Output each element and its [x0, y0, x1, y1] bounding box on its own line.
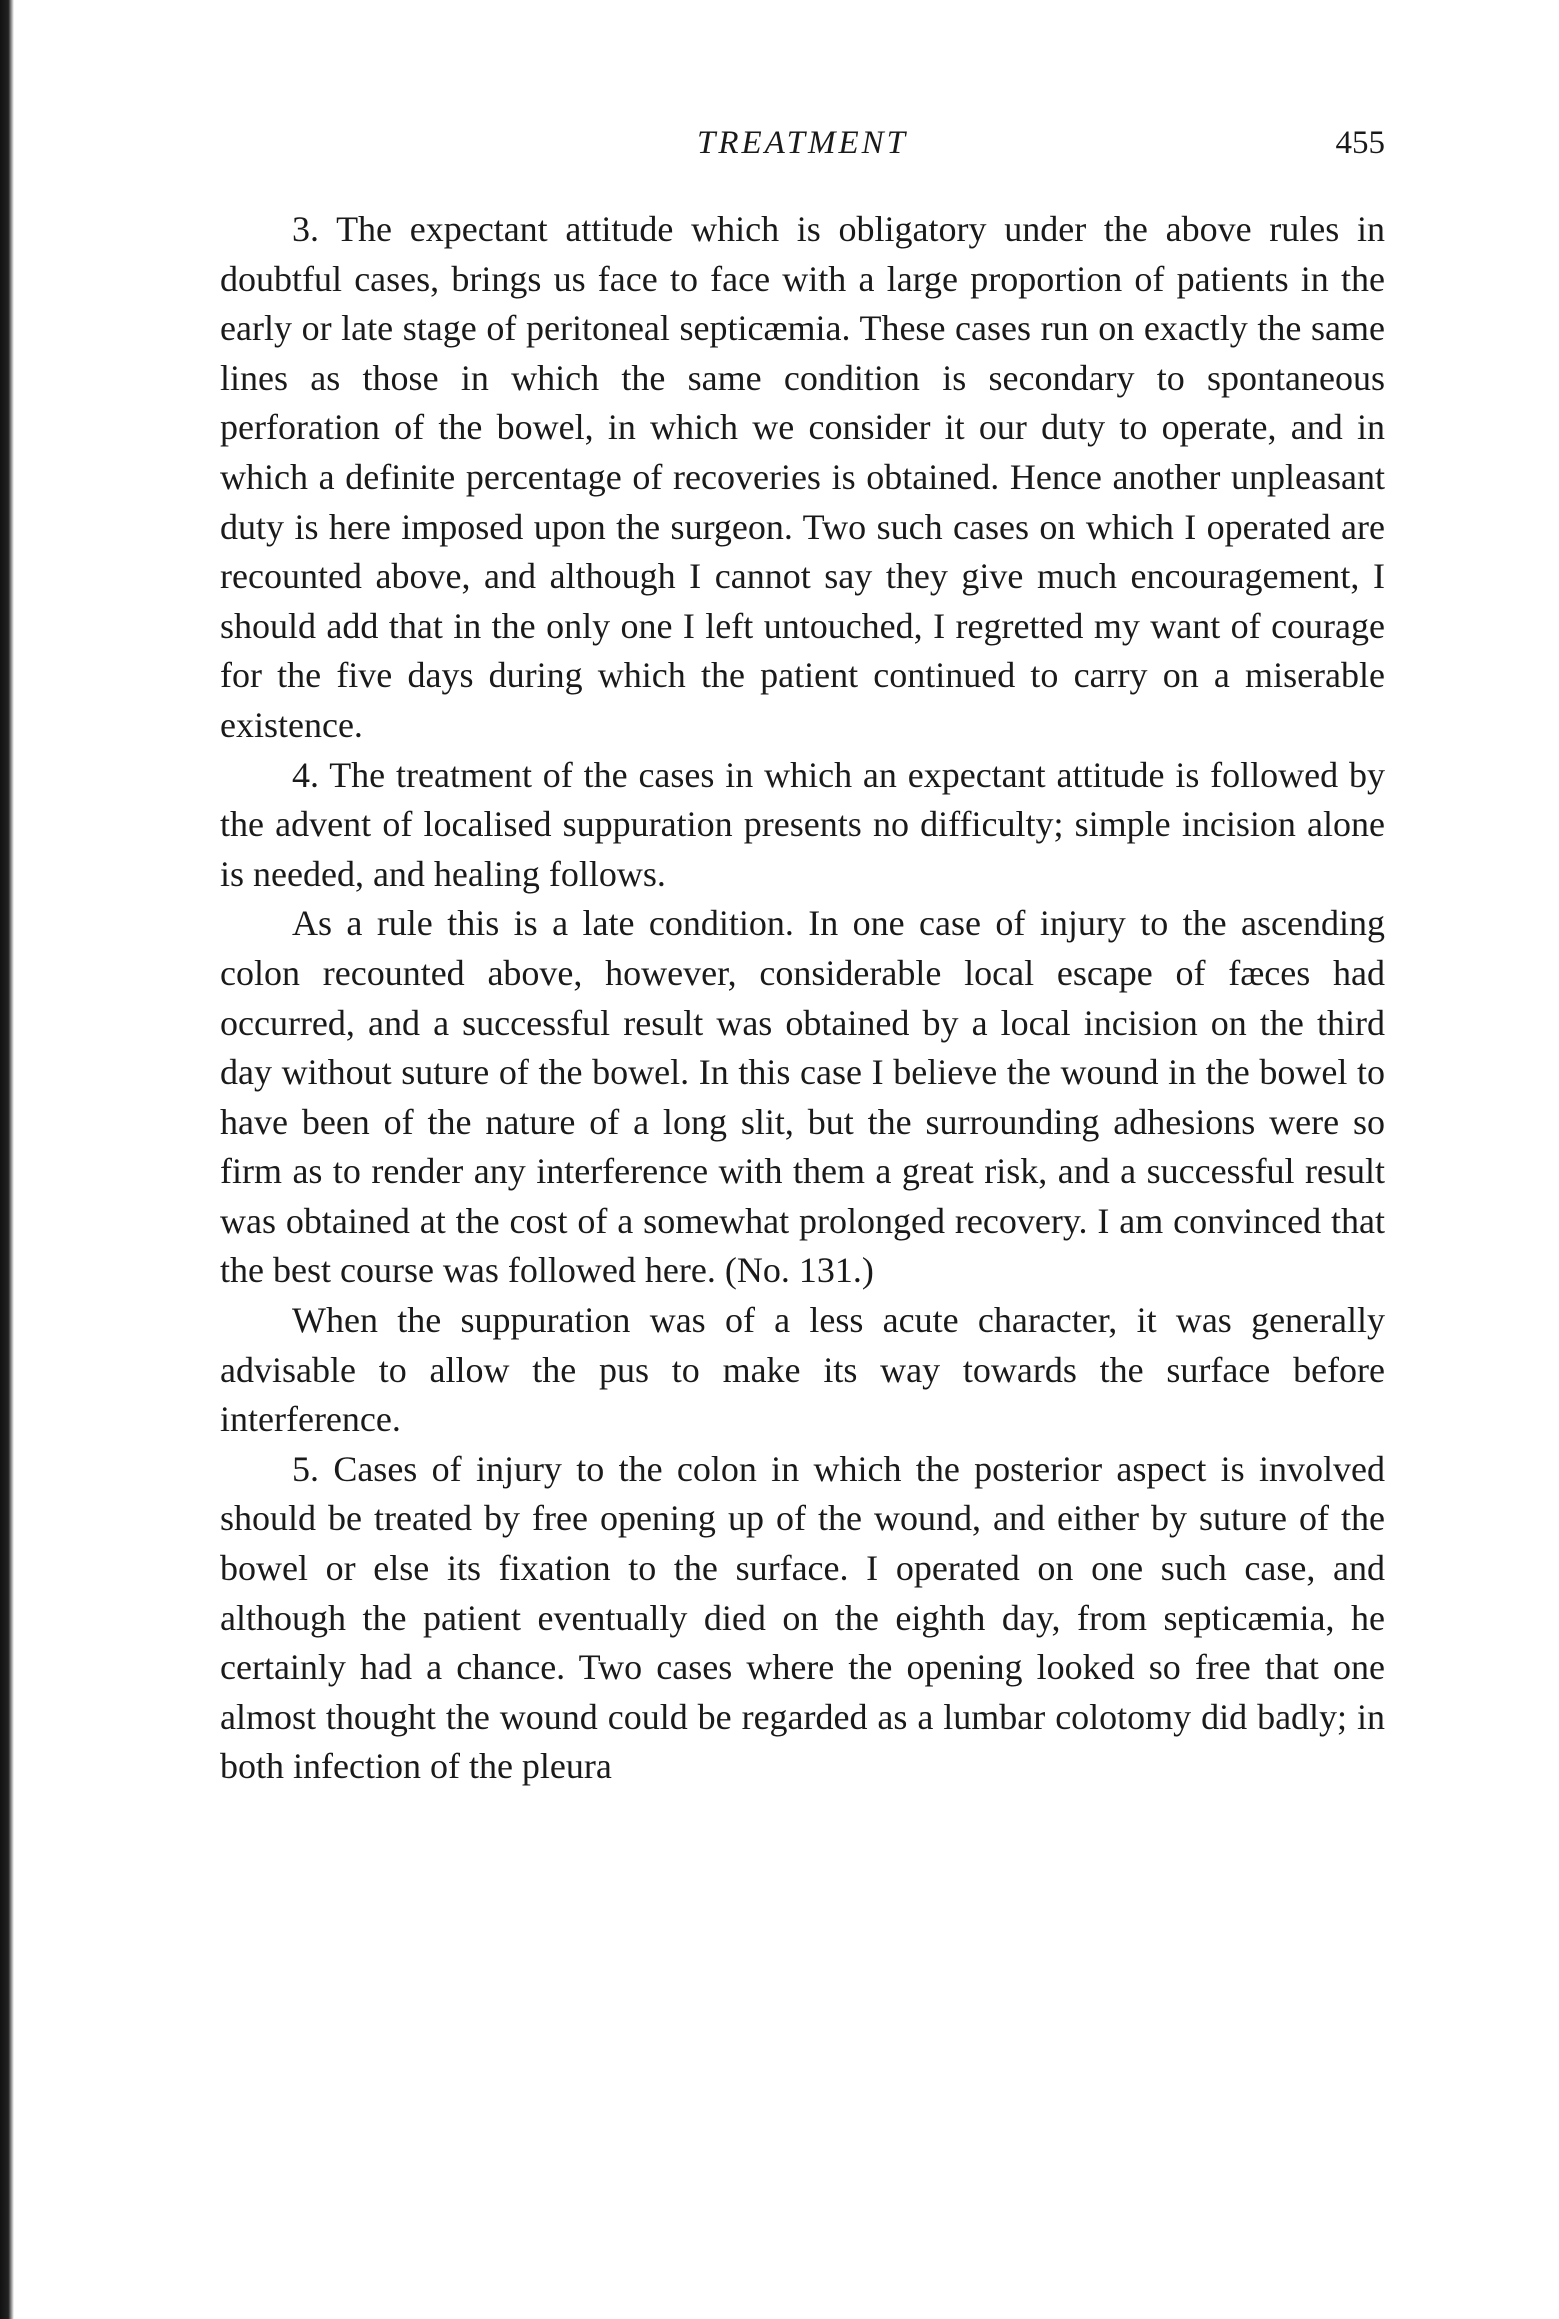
paragraph-late-condition: As a rule this is a late condition. In one case of injury to the ascending colon recounted above, however, considerable local escape of fæces had occurred, and a successful result was obtained by a local incision on the third day without suture of the bowel. In this case I believe the wound in the bowel to have been of the nature of a long slit, but the surrounding adhesions were so firm as to render any interference with them a great risk, and a successful result was obtained at the cost of a somewhat prolonged recovery. I am convinced that the best course was followed here. (No. 131.)	[220, 903, 1385, 1291]
page-binding-shadow	[0, 0, 14, 2319]
running-title: TREATMENT	[697, 125, 908, 161]
paragraph-less-acute-suppuration: When the suppuration was of a less acute character, it was generally advisable to allow the pus to make its way towards the surface before interference.	[220, 1300, 1385, 1440]
page-number: 455	[1335, 125, 1385, 161]
page-header	[220, 118, 1385, 168]
paragraph-4-localised-suppuration: 4. The treatment of the cases in which an expectant attitude is followed by the advent of localised suppuration presents no difficulty; simple incision alone is needed, and healing follows.	[220, 754, 1385, 894]
paragraph-3-septicaemia: 3. The expectant attitude which is obligatory under the above rules in doubtful cases, brings us face to face with a large proportion of patients in the early or late stage of peritoneal septicæmia. These cases run on exactly the same lines as those in which the same condition is secondary to spontaneous perforation of the bowel, in which we consider it our duty to operate, and in which a definite percentage of recoveries is obtained. Hence another unpleasant duty is here imposed upon the surgeon. Two such cases on which I operated are recounted above, and although I cannot say they give much encouragement, I should add that in the only one I left untouched, I regretted my want of courage for the five days during which the patient continued to carry on a miserable existence.	[220, 209, 1385, 745]
paragraph-5-posterior-aspect: 5. Cases of injury to the colon in which the posterior aspect is involved should be treated by free opening up of the wound, and either by suture of the bowel or else its fixation to the surface. I operated on one such case, and although the patient eventually died on the eighth day, from septicæmia, he certainly had a chance. Two cases where the opening looked so free that one almost thought the wound could be regarded as a lumbar colotomy did badly; in both infection of the pleura	[220, 1448, 1385, 1787]
body-text	[220, 205, 1385, 1792]
